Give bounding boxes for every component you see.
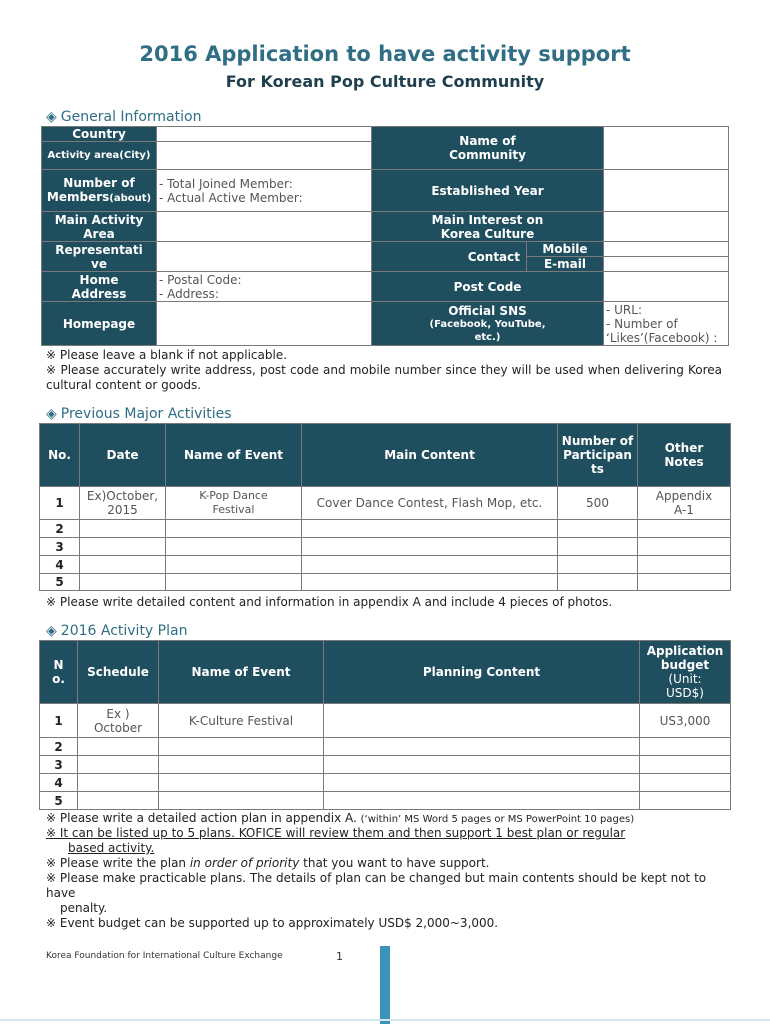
field-homepage[interactable] (157, 302, 372, 346)
label-main-interest: Main Interest on Korea Culture (372, 212, 604, 242)
table-row (40, 792, 731, 810)
row-no: 3 (40, 538, 80, 556)
table-row (40, 520, 731, 538)
plan-note-2: ※ It can be listed up to 5 plans. KOFICE will review them and then support 1 best plan or regular (46, 826, 626, 840)
col-planning-content: Planning Content (324, 641, 640, 704)
field-home-address[interactable]: - Postal Code: - Address: (157, 272, 372, 302)
row-schedule[interactable] (78, 792, 159, 810)
general-info-table (41, 126, 729, 346)
row-content[interactable] (324, 738, 640, 756)
general-note-2: ※ Please accurately write address, post code and mobile number since they will be used when delivering Korea cultural content or goods. (46, 363, 722, 392)
label-email: E-mail (527, 257, 604, 272)
page-title: 2016 Application to have activity support (139, 42, 631, 66)
label-main-activity-area: Main Activity Area (42, 212, 157, 242)
section-plan-title: 2016 Activity Plan (60, 623, 188, 639)
row-date[interactable] (80, 556, 166, 574)
field-main-activity-area[interactable] (157, 212, 372, 242)
field-representative[interactable] (157, 242, 372, 272)
table-row (40, 487, 731, 520)
row-participants[interactable] (558, 520, 638, 538)
section-general-heading (46, 109, 201, 125)
table-row (40, 756, 731, 774)
row-event[interactable]: K-Pop Dance Festival (166, 487, 302, 520)
label-activity-area-city: Activity area(City) (42, 142, 157, 170)
row-content[interactable] (324, 774, 640, 792)
row-schedule[interactable]: Ex ) October (78, 704, 159, 738)
plan-note-1: ※ Please write a detailed action plan in appendix A. (‘within’ MS Word 5 pages or MS PowerPoint 10 pages) (46, 811, 635, 825)
label-name-of-community: Name of Community (372, 127, 604, 170)
field-email[interactable] (604, 257, 729, 272)
col-no: No. (40, 641, 78, 704)
field-official-sns[interactable]: - URL: - Number of ‘Likes’(Facebook) : (604, 302, 729, 346)
table-row (40, 574, 731, 591)
page-number: 1 (336, 950, 343, 963)
row-content[interactable] (302, 556, 558, 574)
plan-note-3: ※ Please write the plan in order of priority that you want to have support. (46, 856, 490, 870)
row-date[interactable] (80, 574, 166, 591)
label-established-year: Established Year (372, 170, 604, 212)
label-official-sns: Official SNS (Facebook, YouTube, etc.) (372, 302, 604, 346)
field-number-of-members[interactable]: - Total Joined Member: - Actual Active Member: (157, 170, 372, 212)
section-previous-title: Previous Major Activities (60, 406, 232, 422)
row-notes[interactable] (638, 556, 731, 574)
section-general-title: General Information (60, 109, 202, 125)
label-representative: Representative (42, 242, 157, 272)
row-budget[interactable]: US3,000 (640, 704, 731, 738)
plan-note-2b: based activity. (68, 841, 155, 855)
diamond-icon: ◈ (46, 406, 57, 422)
field-mobile[interactable] (604, 242, 729, 257)
row-budget[interactable] (640, 756, 731, 774)
row-notes[interactable] (638, 520, 731, 538)
row-content[interactable] (324, 792, 640, 810)
label-home-address: Home Address (42, 272, 157, 302)
field-country[interactable] (157, 127, 372, 142)
row-no: 4 (40, 556, 80, 574)
row-event[interactable] (166, 538, 302, 556)
activity-plan-table (39, 640, 731, 810)
row-participants[interactable] (558, 538, 638, 556)
row-no: 3 (40, 756, 78, 774)
section-plan-heading (46, 623, 187, 639)
col-no: No. (40, 424, 80, 487)
row-schedule[interactable] (78, 774, 159, 792)
general-note-1: ※ Please leave a blank if not applicable. (46, 348, 288, 362)
field-activity-area-city[interactable] (157, 142, 372, 170)
table-row (40, 556, 731, 574)
row-content[interactable] (302, 574, 558, 591)
col-name-of-event: Name of Event (159, 641, 324, 704)
col-date: Date (80, 424, 166, 487)
section-previous-heading (46, 406, 232, 422)
diamond-icon: ◈ (46, 623, 57, 639)
row-no: 2 (40, 738, 78, 756)
row-budget[interactable] (640, 738, 731, 756)
row-budget[interactable] (640, 792, 731, 810)
row-event[interactable] (166, 574, 302, 591)
row-event[interactable]: K-Culture Festival (159, 704, 324, 738)
row-content[interactable] (324, 756, 640, 774)
row-schedule[interactable] (78, 738, 159, 756)
label-number-of-members: Number of Members(about) (42, 170, 157, 212)
previous-activities-table (39, 423, 731, 591)
table-row (40, 538, 731, 556)
label-homepage: Homepage (42, 302, 157, 346)
row-event[interactable] (166, 556, 302, 574)
row-schedule[interactable] (78, 756, 159, 774)
row-date[interactable]: Ex)October, 2015 (80, 487, 166, 520)
row-date[interactable] (80, 520, 166, 538)
label-post-code: Post Code (372, 272, 604, 302)
row-event[interactable] (166, 520, 302, 538)
row-event[interactable] (159, 756, 324, 774)
bottom-divider (0, 1019, 770, 1021)
field-post-code[interactable] (604, 272, 729, 302)
row-participants[interactable]: 500 (558, 487, 638, 520)
row-event[interactable] (159, 738, 324, 756)
diamond-icon: ◈ (46, 109, 57, 125)
col-number-of-participants: Number of Participants (558, 424, 638, 487)
label-mobile: Mobile (527, 242, 604, 257)
row-no: 5 (40, 792, 78, 810)
row-event[interactable] (159, 774, 324, 792)
footer-org: Korea Foundation for International Culture Exchange (46, 951, 283, 961)
row-no: 1 (40, 487, 80, 520)
row-event[interactable] (159, 792, 324, 810)
row-no: 1 (40, 704, 78, 738)
field-main-interest[interactable] (604, 212, 729, 242)
plan-note-4: ※ Please make practicable plans. The details of plan can be changed but main contents should be kept not to have (46, 871, 707, 900)
row-date[interactable] (80, 538, 166, 556)
table-row (40, 704, 731, 738)
field-name-of-community[interactable] (604, 127, 729, 170)
row-no: 2 (40, 520, 80, 538)
row-budget[interactable] (640, 774, 731, 792)
table-row (40, 738, 731, 756)
decorative-bar (380, 946, 390, 1024)
row-notes[interactable]: Appendix A-1 (638, 487, 731, 520)
page-subtitle: For Korean Pop Culture Community (225, 72, 545, 91)
plan-note-5: ※ Event budget can be supported up to approximately USD$ 2,000~3,000. (46, 916, 499, 930)
row-content[interactable] (324, 704, 640, 738)
plan-note-4b: penalty. (60, 901, 108, 915)
label-country: Country (42, 127, 157, 142)
table-row (40, 774, 731, 792)
row-notes[interactable] (638, 538, 731, 556)
col-other-notes: Other Notes (638, 424, 731, 487)
col-application-budget: Application budget (Unit: USD$) (640, 641, 731, 704)
row-participants[interactable] (558, 556, 638, 574)
col-name-of-event: Name of Event (166, 424, 302, 487)
col-main-content: Main Content (302, 424, 558, 487)
field-established-year[interactable] (604, 170, 729, 212)
previous-note: ※ Please write detailed content and information in appendix A and include 4 pieces of photos. (46, 595, 613, 609)
row-content[interactable] (302, 538, 558, 556)
row-no: 4 (40, 774, 78, 792)
row-content[interactable] (302, 520, 558, 538)
label-contact: Contact (372, 242, 527, 272)
row-notes[interactable] (638, 574, 731, 591)
row-no: 5 (40, 574, 80, 591)
row-participants[interactable] (558, 574, 638, 591)
col-schedule: Schedule (78, 641, 159, 704)
row-content[interactable]: Cover Dance Contest, Flash Mop, etc. (302, 487, 558, 520)
